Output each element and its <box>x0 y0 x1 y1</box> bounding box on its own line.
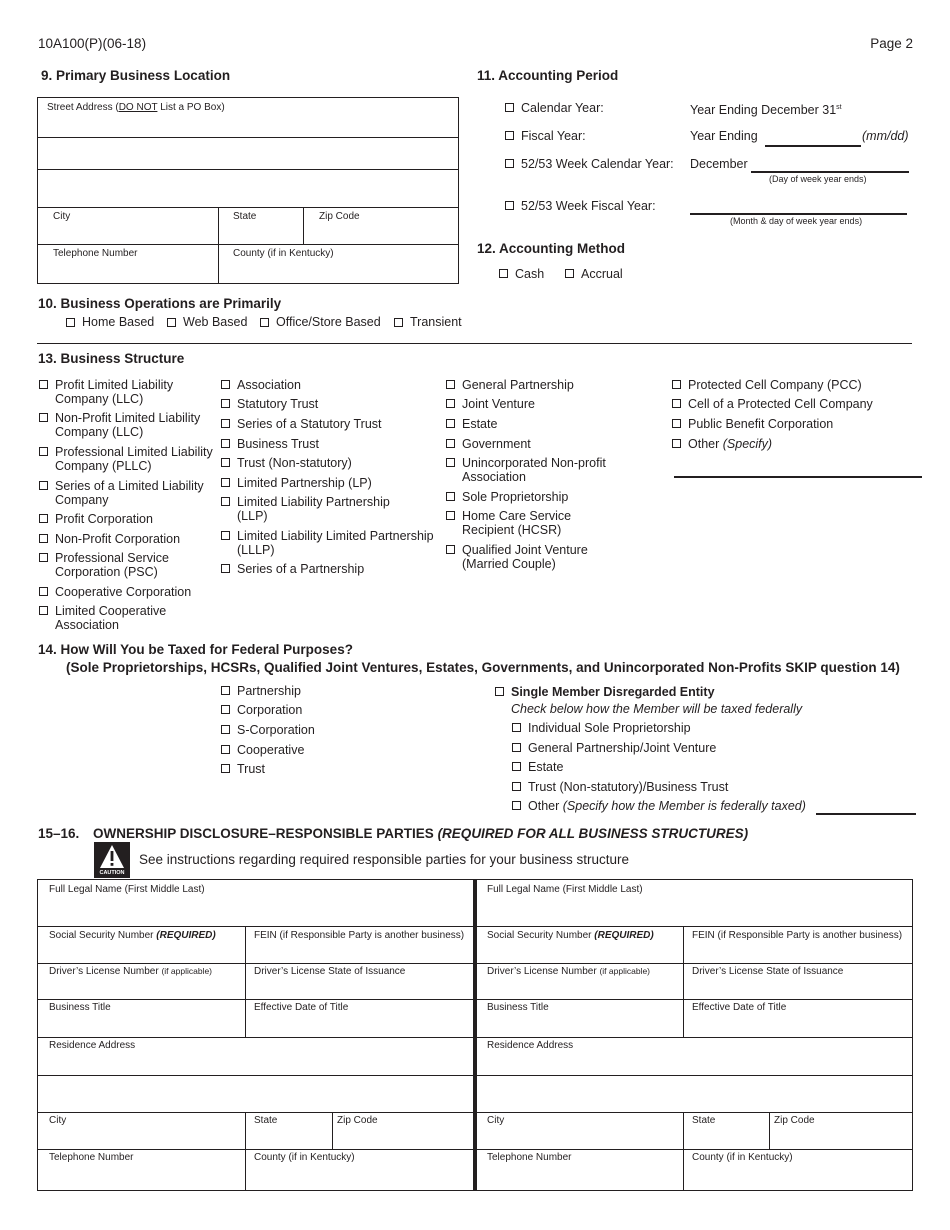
5253-calendar-hint: (Day of week year ends) <box>769 174 867 184</box>
option-general-partnership: General Partnership <box>462 378 574 392</box>
checkbox-tax-scorp[interactable] <box>221 725 230 734</box>
checkbox-cell-pcc[interactable] <box>672 399 681 408</box>
checkbox-llp[interactable] <box>221 497 230 506</box>
section-14-subtitle: (Sole Proprietorships, HCSRs, Qualified Joint Ventures, Estates, Governments, and Unincorporated Non-Profits SKIP question 14) <box>66 660 900 675</box>
checkbox-smde-other[interactable] <box>512 801 521 810</box>
checkbox-limited-coop[interactable] <box>39 606 48 615</box>
checkbox-trust-nonstatutory[interactable] <box>221 458 230 467</box>
checkbox-government[interactable] <box>446 439 455 448</box>
option-tax-cooperative: Cooperative <box>237 743 305 757</box>
checkbox-pllc[interactable] <box>39 447 48 456</box>
calendar-year-label: Calendar Year: <box>521 101 604 115</box>
checkbox-web-based[interactable] <box>167 318 176 327</box>
option-office-store: Office/Store Based <box>276 315 381 329</box>
checkbox-joint-venture[interactable] <box>446 399 455 408</box>
option-cell-pcc: Cell of a Protected Cell Company <box>688 397 873 411</box>
option-coop-corp: Cooperative Corporation <box>55 585 192 599</box>
option-qualified-jv: Qualified Joint Venture (Married Couple) <box>462 543 588 571</box>
party2-zip-label: Zip Code <box>774 1115 815 1126</box>
checkbox-smde-gp-jv[interactable] <box>512 743 521 752</box>
option-nonprofit-llc: Non-Profit Limited Liability Company (LLC) <box>55 411 201 439</box>
option-llp: Limited Liability Partnership (LLP) <box>237 495 390 523</box>
checkbox-association[interactable] <box>221 380 230 389</box>
party1-phone-label: Telephone Number <box>49 1152 134 1163</box>
checkbox-other-structure[interactable] <box>672 439 681 448</box>
checkbox-tax-corporation[interactable] <box>221 705 230 714</box>
option-web-based: Web Based <box>183 315 248 329</box>
party2-title-label: Business Title <box>487 1002 549 1013</box>
checkbox-nonprofit-corp[interactable] <box>39 534 48 543</box>
party1-effective-label: Effective Date of Title <box>254 1002 349 1013</box>
option-cash: Cash <box>515 267 545 281</box>
option-accrual: Accrual <box>581 267 623 281</box>
option-trust-nonstatutory: Trust (Non-statutory) <box>237 456 352 470</box>
option-home-based: Home Based <box>82 315 155 329</box>
checkbox-series-statutory-trust[interactable] <box>221 419 230 428</box>
option-lllp: Limited Liability Limited Partnership (LLLP) <box>237 529 434 557</box>
5253-fiscal-label: 52/53 Week Fiscal Year: <box>521 199 656 213</box>
section-13-title: 13. Business Structure <box>38 351 185 366</box>
street-address-label: Street Address (DO NOT List a PO Box) <box>47 102 225 113</box>
party1-ssn-label: Social Security Number (REQUIRED) <box>49 930 216 941</box>
checkbox-tax-trust[interactable] <box>221 764 230 773</box>
checkbox-transient[interactable] <box>394 318 403 327</box>
party1-state-label: State <box>254 1115 278 1126</box>
checkbox-series-llc[interactable] <box>39 481 48 490</box>
option-public-benefit: Public Benefit Corporation <box>688 417 834 431</box>
option-smde-estate: Estate <box>528 760 564 774</box>
5253-calendar-value: December <box>690 157 748 171</box>
street-address-field-2[interactable] <box>38 138 458 169</box>
option-series-statutory-trust: Series of a Statutory Trust <box>237 417 382 431</box>
party1-dl-state-label: Driver’s License State of Issuance <box>254 966 406 977</box>
checkbox-fiscal-year[interactable] <box>505 131 514 140</box>
option-sole-proprietorship: Sole Proprietorship <box>462 490 569 504</box>
checkbox-5253-calendar[interactable] <box>505 159 514 168</box>
option-nonprofit-corp: Non-Profit Corporation <box>55 532 181 546</box>
form-id: 10A100(P)(06-18) <box>38 36 147 51</box>
checkbox-profit-corp[interactable] <box>39 514 48 523</box>
fiscal-year-format: (mm/dd) <box>862 129 909 143</box>
checkbox-profit-llc[interactable] <box>39 380 48 389</box>
party1-city-label: City <box>49 1115 67 1126</box>
fiscal-year-label: Fiscal Year: <box>521 129 586 143</box>
other-structure-line[interactable] <box>674 476 922 478</box>
checkbox-psc[interactable] <box>39 553 48 562</box>
option-lp: Limited Partnership (LP) <box>237 476 372 490</box>
option-hcsr: Home Care Service Recipient (HCSR) <box>462 509 572 537</box>
option-smde-individual: Individual Sole Proprietorship <box>528 721 691 735</box>
option-tax-corporation: Corporation <box>237 703 303 717</box>
checkbox-tax-cooperative[interactable] <box>221 745 230 754</box>
option-smde-other: Other (Specify how the Member is federally taxed) <box>528 799 806 813</box>
5253-calendar-label: 52/53 Week Calendar Year: <box>521 157 674 171</box>
smde-note: Check below how the Member will be taxed federally <box>511 702 803 716</box>
option-estate: Estate <box>462 417 498 431</box>
option-smde: Single Member Disregarded Entity <box>511 685 715 699</box>
party2-city-label: City <box>487 1115 505 1126</box>
street-address-field-3[interactable] <box>38 170 458 207</box>
5253-fiscal-line[interactable] <box>690 213 907 215</box>
section-divider <box>37 343 912 344</box>
checkbox-public-benefit[interactable] <box>672 419 681 428</box>
checkbox-qualified-jv[interactable] <box>446 545 455 554</box>
option-joint-venture: Joint Venture <box>462 397 535 411</box>
street-address-field-1[interactable] <box>38 117 458 137</box>
option-other-structure: Other (Specify) <box>688 437 773 451</box>
calendar-year-value: Year Ending December 31st <box>690 103 842 118</box>
checkbox-unincorporated-nonprofit[interactable] <box>446 458 455 467</box>
party2-phone-label: Telephone Number <box>487 1152 572 1163</box>
checkbox-coop-corp[interactable] <box>39 587 48 596</box>
option-unincorporated-nonprofit: Unincorporated Non-profit Association <box>462 456 606 484</box>
checkbox-sole-proprietorship[interactable] <box>446 492 455 501</box>
section-9-title: 9. Primary Business Location <box>41 68 231 83</box>
5253-fiscal-hint: (Month & day of week year ends) <box>730 216 863 226</box>
state-label: State <box>233 211 257 222</box>
option-pllc: Professional Limited Liability Company (PLLC) <box>55 445 213 473</box>
checkbox-smde-estate[interactable] <box>512 762 521 771</box>
section-15-number: 15–16. <box>38 826 80 841</box>
section-10-title: 10. Business Operations are Primarily <box>38 296 282 311</box>
party1-dl-label: Driver’s License Number (if applicable) <box>49 966 213 977</box>
section-15-title: OWNERSHIP DISCLOSURE–RESPONSIBLE PARTIES (REQUIRED FOR ALL BUSINESS STRUCTURES) <box>93 826 749 841</box>
option-limited-coop: Limited Cooperative Association <box>55 604 167 632</box>
party2-county-label: County (if in Kentucky) <box>692 1152 793 1163</box>
caution-icon: CAUTION <box>94 842 130 878</box>
checkbox-lllp[interactable] <box>221 531 230 540</box>
option-profit-llc: Profit Limited Liability Company (LLC) <box>55 378 174 406</box>
city-label: City <box>53 211 71 222</box>
checkbox-statutory-trust[interactable] <box>221 399 230 408</box>
5253-calendar-line[interactable] <box>751 171 909 173</box>
party2-name-label: Full Legal Name (First Middle Last) <box>487 884 643 895</box>
checkbox-5253-fiscal[interactable] <box>505 201 514 210</box>
party2-fein-label: FEIN (if Responsible Party is another business) <box>692 930 903 941</box>
option-association: Association <box>237 378 301 392</box>
fiscal-year-line[interactable] <box>765 145 861 147</box>
option-tax-scorp: S-Corporation <box>237 723 315 737</box>
section-12-title: 12. Accounting Method <box>477 241 625 256</box>
party1-title-label: Business Title <box>49 1002 111 1013</box>
party2-state-label: State <box>692 1115 716 1126</box>
checkbox-smde-trust[interactable] <box>512 782 521 791</box>
option-pcc: Protected Cell Company (PCC) <box>688 378 862 392</box>
zip-label: Zip Code <box>319 211 360 222</box>
party1-residence-label: Residence Address <box>49 1040 136 1051</box>
party2-effective-label: Effective Date of Title <box>692 1002 787 1013</box>
option-series-partnership: Series of a Partnership <box>237 562 365 576</box>
option-business-trust: Business Trust <box>237 437 319 451</box>
checkbox-calendar-year[interactable] <box>505 103 514 112</box>
checkbox-estate[interactable] <box>446 419 455 428</box>
party1-county-label: County (if in Kentucky) <box>254 1152 355 1163</box>
fiscal-year-value: Year Ending <box>690 129 758 143</box>
page-number: Page 2 <box>870 36 913 51</box>
checkbox-business-trust[interactable] <box>221 439 230 448</box>
checkbox-office-store[interactable] <box>260 318 269 327</box>
party2-dl-state-label: Driver’s License State of Issuance <box>692 966 844 977</box>
option-psc: Professional Service Corporation (PSC) <box>55 551 169 579</box>
option-profit-corp: Profit Corporation <box>55 512 153 526</box>
smde-other-line[interactable] <box>816 813 916 815</box>
option-tax-trust: Trust <box>237 762 266 776</box>
checkbox-nonprofit-llc[interactable] <box>39 413 48 422</box>
checkbox-cash[interactable] <box>499 269 508 278</box>
party1-name-label: Full Legal Name (First Middle Last) <box>49 884 205 895</box>
telephone-label: Telephone Number <box>53 248 138 259</box>
checkbox-tax-partnership[interactable] <box>221 686 230 695</box>
party2-ssn-label: Social Security Number (REQUIRED) <box>487 930 654 941</box>
option-series-llc: Series of a Limited Liability Company <box>55 479 204 507</box>
checkbox-smde[interactable] <box>495 687 504 696</box>
party1-fein-label: FEIN (if Responsible Party is another business) <box>254 930 465 941</box>
party1-zip-label: Zip Code <box>337 1115 378 1126</box>
checkbox-series-partnership[interactable] <box>221 564 230 573</box>
checkbox-lp[interactable] <box>221 478 230 487</box>
checkbox-general-partnership[interactable] <box>446 380 455 389</box>
option-tax-partnership: Partnership <box>237 684 301 698</box>
checkbox-pcc[interactable] <box>672 380 681 389</box>
option-transient: Transient <box>410 315 462 329</box>
section-14-title: 14. How Will You be Taxed for Federal Purposes? <box>38 642 353 657</box>
option-government: Government <box>462 437 531 451</box>
party2-residence-label: Residence Address <box>487 1040 574 1051</box>
checkbox-smde-individual[interactable] <box>512 723 521 732</box>
option-statutory-trust: Statutory Trust <box>237 397 319 411</box>
option-smde-gp-jv: General Partnership/Joint Venture <box>528 741 717 755</box>
checkbox-accrual[interactable] <box>565 269 574 278</box>
option-smde-trust: Trust (Non-statutory)/Business Trust <box>528 780 729 794</box>
checkbox-home-based[interactable] <box>66 318 75 327</box>
county-label: County (if in Kentucky) <box>233 248 334 259</box>
caution-note: See instructions regarding required responsible parties for your business structure <box>139 852 630 867</box>
party2-dl-label: Driver’s License Number (if applicable) <box>487 966 651 977</box>
checkbox-hcsr[interactable] <box>446 511 455 520</box>
section-11-title: 11. Accounting Period <box>477 68 619 83</box>
